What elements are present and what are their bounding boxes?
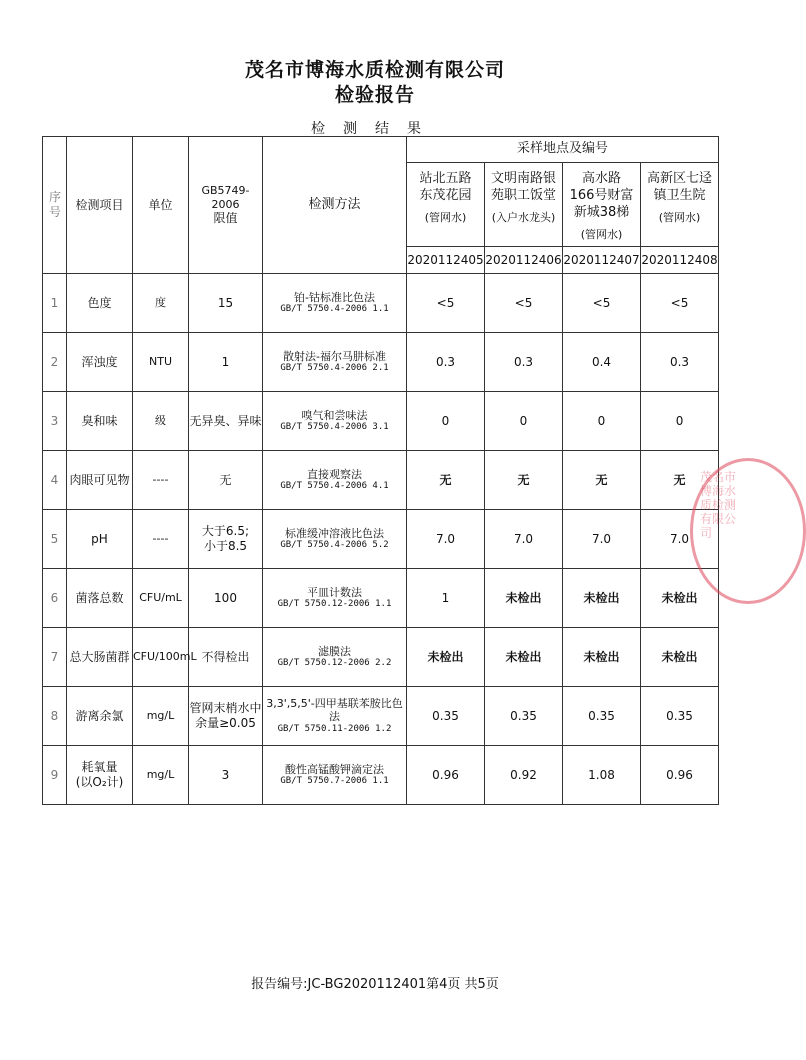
row-item [67,392,133,451]
row-unit: CFU/100mL [133,628,189,687]
row-item-text: 总大肠菌群 [69,649,130,664]
method-name: 3,3',5,5'-四甲基联苯胺比色法 [266,696,403,724]
method-name: 标准缓冲溶液比色法 [285,526,384,540]
result-cell: 0 [563,392,641,451]
result-cell: 0.4 [563,333,641,392]
row-method [263,451,407,510]
site-header-2 [485,163,563,247]
row-limit [189,569,263,628]
row-item [67,274,133,333]
method-standard: GB/T 5750.4-2006 3.1 [280,422,389,433]
result-cell: <5 [485,274,563,333]
header-sampling-group: 采样地点及编号 [407,137,719,163]
result-cell: 无 [485,451,563,510]
table-row [43,510,719,569]
row-item-text: (以O₂计) [75,775,124,789]
site-code-3: 2020112407 [563,247,641,274]
result-cell: <5 [641,274,719,333]
result-cell: 7.0 [641,510,719,569]
row-limit [189,392,263,451]
results-table [42,136,719,805]
row-seq: 7 [43,628,67,687]
row-method [263,628,407,687]
row-method [263,687,407,746]
result-cell: 7.0 [485,510,563,569]
method-name: 直接观察法 [307,467,362,481]
result-cell: 1.08 [563,746,641,805]
row-seq: 1 [43,274,67,333]
method-name: 酸性高锰酸钾滴定法 [285,762,384,776]
row-unit: NTU [133,333,189,392]
row-method [263,333,407,392]
result-cell: 未检出 [485,628,563,687]
row-limit-text: 余量≥0.05 [195,716,256,730]
site-code-2: 2020112406 [485,247,563,274]
method-standard: GB/T 5750.7-2006 1.1 [280,776,389,787]
row-item-text: 菌落总数 [75,590,124,605]
row-item [67,510,133,569]
row-limit [189,274,263,333]
header-seq: 序号 [43,137,67,274]
row-limit-text: 15 [217,295,234,310]
method-name: 滤膜法 [318,644,351,658]
site-water-type: (入户水龙头) [491,210,556,224]
row-method [263,274,407,333]
result-cell: 0.3 [641,333,719,392]
row-seq: 3 [43,392,67,451]
table-row [43,451,719,510]
row-unit: 级 [133,392,189,451]
result-cell: 0.35 [641,687,719,746]
row-limit [189,333,263,392]
result-cell: <5 [563,274,641,333]
result-cell: <5 [407,274,485,333]
row-item-text: 色度 [87,295,112,310]
row-limit-text: 无异臭、异味 [189,413,262,428]
result-cell: 未检出 [563,569,641,628]
row-limit-text: 管网末梢水中 [189,701,262,715]
header-item: 检测项目 [67,137,133,274]
method-standard: GB/T 5750.4-2006 1.1 [280,304,389,315]
site-code-4: 2020112408 [641,247,719,274]
row-method [263,569,407,628]
row-item-text: pH [91,531,108,546]
row-item [67,628,133,687]
site-water-type: (管网水) [580,227,623,241]
site-name-line: 文明南路银 [490,171,556,186]
site-name-line: 站北五路 [419,171,472,186]
site-name-line: 高水路 [581,171,621,186]
row-limit [189,628,263,687]
result-cell: 0.35 [563,687,641,746]
table-row [43,392,719,451]
row-item-text: 游离余氯 [75,708,124,723]
row-limit-text: 不得检出 [201,649,250,664]
header-unit: 单位 [133,137,189,274]
table-row [43,746,719,805]
row-method [263,746,407,805]
result-cell: 7.0 [563,510,641,569]
section-title: 检测结果 [311,121,439,137]
result-cell: 未检出 [407,628,485,687]
method-name: 铂-钴标准比色法 [294,290,375,304]
row-limit-text: 小于8.5 [203,539,248,553]
site-name-line: 苑职工饭堂 [490,187,556,203]
method-standard: GB/T 5750.4-2006 4.1 [280,481,389,492]
stamp-text: 茂名市博海水质检测有限公司 [700,470,737,540]
table-row [43,687,719,746]
row-unit: ---- [133,451,189,510]
method-standard: GB/T 5750.4-2006 2.1 [280,363,389,374]
row-unit: ---- [133,510,189,569]
site-name-line: 东茂花园 [419,187,472,203]
row-unit: mg/L [133,746,189,805]
method-standard: GB/T 5750.11-2006 1.2 [277,724,392,735]
row-limit [189,746,263,805]
row-item [67,687,133,746]
result-cell: 1 [407,569,485,628]
row-item-text: 肉眼可见物 [69,472,130,487]
result-cell: 0.92 [485,746,563,805]
method-standard: GB/T 5750.12-2006 2.2 [277,658,392,669]
footer-report-number: 报告编号:JC-BG2020112401第4页 共5页 [251,977,499,992]
row-item-text: 臭和味 [81,413,118,428]
row-unit: mg/L [133,687,189,746]
row-item-text: 耗氧量 [81,760,118,774]
row-limit [189,451,263,510]
result-cell: 0.96 [641,746,719,805]
row-item [67,451,133,510]
result-cell: 0.3 [407,333,485,392]
report-title: 检验报告 [334,84,415,106]
result-cell: 无 [641,451,719,510]
result-cell: 7.0 [407,510,485,569]
row-limit-text: 1 [221,354,230,369]
row-limit-text: 3 [221,767,230,782]
table-row [43,333,719,392]
row-seq: 2 [43,333,67,392]
site-water-type: (管网水) [658,210,701,224]
result-cell: 未检出 [485,569,563,628]
header-limit [189,137,263,274]
result-cell: 未检出 [641,569,719,628]
row-unit: 度 [133,274,189,333]
site-name-line: 高新区七迳 [647,171,713,186]
company-name: 茂名市博海水质检测有限公司 [244,59,505,81]
result-cell: 未检出 [641,628,719,687]
row-item [67,333,133,392]
method-standard: GB/T 5750.12-2006 1.1 [277,599,392,610]
header-method: 检测方法 [263,137,407,274]
row-seq: 8 [43,687,67,746]
result-cell: 无 [563,451,641,510]
site-header-3 [563,163,641,247]
result-cell: 0 [485,392,563,451]
result-cell: 0 [641,392,719,451]
row-item-text: 浑浊度 [81,354,118,369]
site-code-1: 2020112405 [407,247,485,274]
method-name: 平皿计数法 [307,585,362,599]
header-limit-std: GB5749-2006 [201,183,250,211]
result-cell: 0.96 [407,746,485,805]
row-unit: CFU/mL [133,569,189,628]
result-cell: 0.3 [485,333,563,392]
site-name-line: 新城38梯 [573,204,630,220]
method-standard: GB/T 5750.4-2006 5.2 [280,540,389,551]
row-limit-text: 大于6.5; [201,524,250,538]
row-seq: 6 [43,569,67,628]
result-cell: 0 [407,392,485,451]
row-limit [189,687,263,746]
result-cell: 无 [407,451,485,510]
site-name-line: 镇卫生院 [653,187,706,203]
row-seq: 4 [43,451,67,510]
method-name: 嗅气和尝味法 [301,408,368,422]
row-item [67,569,133,628]
table-row [43,628,719,687]
site-name-line: 166号财富 [569,187,634,203]
row-seq: 9 [43,746,67,805]
site-header-1 [407,163,485,247]
result-cell: 未检出 [563,628,641,687]
result-cell: 0.35 [485,687,563,746]
row-method [263,510,407,569]
row-item [67,746,133,805]
header-limit-label: 限值 [213,211,238,226]
row-limit-text: 无 [219,472,232,487]
table-row [43,569,719,628]
row-limit [189,510,263,569]
result-cell: 0.35 [407,687,485,746]
row-method [263,392,407,451]
site-water-type: (管网水) [424,210,467,224]
table-row [43,274,719,333]
site-header-4 [641,163,719,247]
row-limit-text: 100 [214,590,237,605]
row-seq: 5 [43,510,67,569]
method-name: 散射法-福尔马肼标准 [283,349,386,363]
